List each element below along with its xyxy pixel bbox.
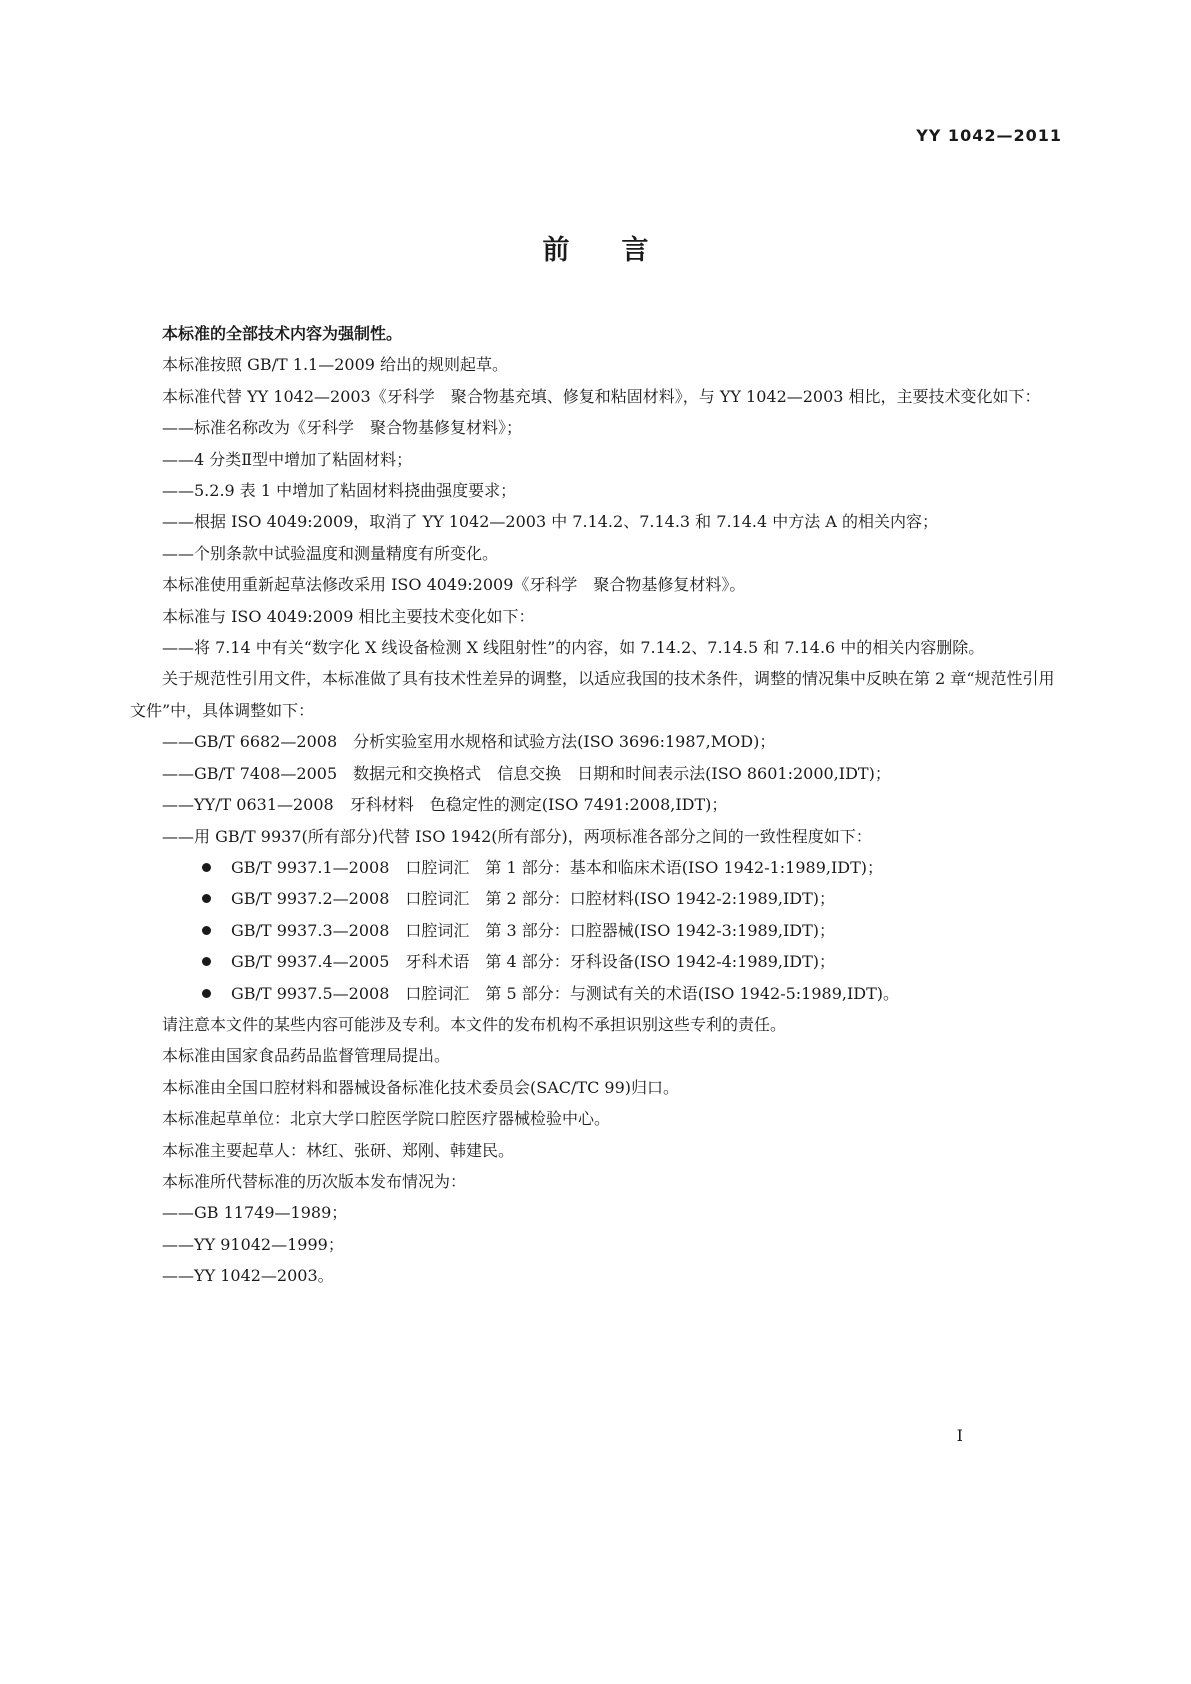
dash-list-item: ——个别条款中试验温度和测量精度有所变化。 [162,543,499,563]
bullet-text: GB/T 9937.2—2008 口腔词汇 第 2 部分：口腔材料(ISO 1942-2:1989,IDT)； [231,889,836,909]
foreword-body [130,318,1056,1292]
paragraph: 本标准由全国口腔材料和器械设备标准化技术委员会(SAC/TC 99)归口。 [162,1077,679,1097]
standard-code: YY 1042—2011 [916,126,1062,145]
bullet-item [130,978,1056,1009]
paragraph: 请注意本文件的某些内容可能涉及专利。本文件的发布机构不承担识别这些专利的责任。 [162,1014,787,1034]
bullet-text: GB/T 9937.1—2008 口腔词汇 第 1 部分：基本和临床术语(ISO 1942-1:1989,IDT)； [231,857,884,877]
dash-list-item: ——GB/T 6682—2008 分析实验室用水规格和试验方法(ISO 3696:1987,MOD)； [162,732,776,752]
dash-list-item: ——YY/T 0631—2008 牙科材料 色稳定性的测定(ISO 7491:2008,IDT)； [162,795,728,815]
paragraph: 本标准所代替标准的历次版本发布情况为： [162,1171,467,1191]
bullet-text: GB/T 9937.5—2008 口腔词汇 第 5 部分：与测试有关的术语(ISO 1942-5:1989,IDT)。 [231,983,900,1003]
dash-list-item: ——标准名称改为《牙科学 聚合物基修复材料》； [162,418,523,438]
paragraph: 关于规范性引用文件，本标准做了具有技术性差异的调整，以适应我国的技术条件，调整的情况集中反映在第 2 章“规范性引用文件”中，具体调整如下： [130,669,1055,720]
paragraph: 本标准按照 GB/T 1.1—2009 给出的规则起草。 [162,355,509,375]
bullet-dot-icon [202,926,211,935]
bullet-dot-icon [202,863,211,872]
paragraph: 本标准起草单位：北京大学口腔医学院口腔医疗器械检验中心。 [162,1109,611,1129]
paragraph: 本标准主要起草人：林红、张研、郑刚、韩建民。 [162,1140,515,1160]
page-number: I [956,1426,963,1445]
bullet-item [130,852,1056,883]
bullet-item [130,883,1056,914]
dash-list-item: ——GB/T 7408—2005 数据元和交换格式 信息交换 日期和时间表示法(ISO 8601:2000,IDT)； [162,763,891,783]
bullet-dot-icon [202,989,211,998]
paragraph: 本标准使用重新起草法修改采用 ISO 4049:2009《牙科学 聚合物基修复材料》。 [162,575,746,595]
dash-list-item: ——将 7.14 中有关“数字化 X 线设备检测 X 线阻射性”的内容，如 7.14.2、7.14.5 和 7.14.6 中的相关内容删除。 [162,638,985,658]
paragraph: 本标准与 ISO 4049:2009 相比主要技术变化如下： [162,606,535,626]
paragraph: 本标准代替 YY 1042—2003《牙科学 聚合物基充填、修复和粘固材料》，与 YY 1042—2003 相比，主要技术变化如下： [162,386,1041,406]
dash-list-item: ——用 GB/T 9937(所有部分)代替 ISO 1942(所有部分)，两项标准各部分之间的一致性程度如下： [162,826,872,846]
dash-list-item: ——4 分类Ⅱ型中增加了粘固材料； [162,449,413,469]
dash-list-item: ——YY 91042—1999； [162,1234,344,1254]
bullet-text: GB/T 9937.3—2008 口腔词汇 第 3 部分：口腔器械(ISO 1942-3:1989,IDT)； [231,920,836,940]
bullet-dot-icon [202,894,211,903]
bullet-dot-icon [202,957,211,966]
paragraph: 本标准由国家食品药品监督管理局提出。 [162,1046,451,1066]
page-title: 前言 [542,235,701,266]
dash-list-item: ——根据 ISO 4049:2009，取消了 YY 1042—2003 中 7.14.2、7.14.3 和 7.14.4 中方法 A 的相关内容； [162,512,938,532]
bullet-text: GB/T 9937.4—2005 牙科术语 第 4 部分：牙科设备(ISO 1942-4:1989,IDT)； [231,952,836,972]
dash-list-item: ——YY 1042—2003。 [162,1266,334,1286]
mandatory-statement: 本标准的全部技术内容为强制性。 [162,324,403,343]
bullet-item [130,946,1056,977]
bullet-item [130,915,1056,946]
dash-list-item: ——GB 11749—1989； [162,1203,348,1223]
dash-list-item: ——5.2.9 表 1 中增加了粘固材料挠曲强度要求； [162,481,517,501]
